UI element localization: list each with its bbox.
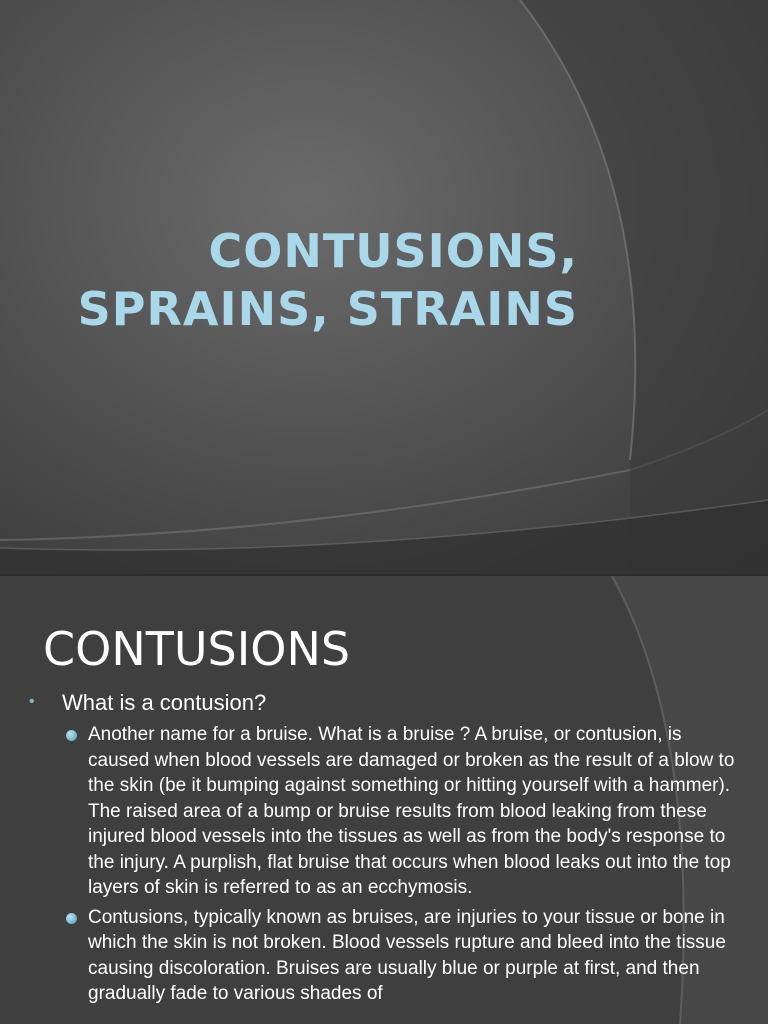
slide-content	[0, 688, 768, 1011]
title-line-1: CONTUSIONS,	[208, 224, 578, 278]
slide-title	[78, 222, 578, 338]
bullet-icon: •	[29, 693, 35, 710]
sub-bullet-icon	[66, 730, 77, 741]
sub-bullet-icon	[66, 913, 77, 924]
point-text: Contusions, typically known as bruises, are injuries to your tissue or bone in which the skin is not broken. Blood vessels rupture and bleed into the tissue causing discoloration. Bruises are usually blue or purple at first, and then gradually fade to various shades of	[88, 906, 726, 1004]
question-text: What is a contusion?	[62, 690, 267, 715]
sub-bullet-item	[88, 905, 738, 1007]
sub-bullet-item	[88, 722, 738, 901]
slide-heading: CONTUSIONS	[43, 622, 351, 676]
title-line-2: SPRAINS, STRAINS	[77, 282, 578, 336]
bullet-item-question	[29, 688, 768, 718]
point-text: Another name for a bruise. What is a bruise ? A bruise, or contusion, is caused when blood vessels are damaged or broken as the result of a blow to the skin (be it bumping against something or hitting yourself with a hammer). The raised area of a bump or bruise results from blood leaking from these injured blood vessels into the tissues as well as from the body's response to the injury. A purplish, flat bruise that occurs when blood leaks out into the top layers of skin is referred to as an ecchymosis.	[88, 724, 735, 898]
